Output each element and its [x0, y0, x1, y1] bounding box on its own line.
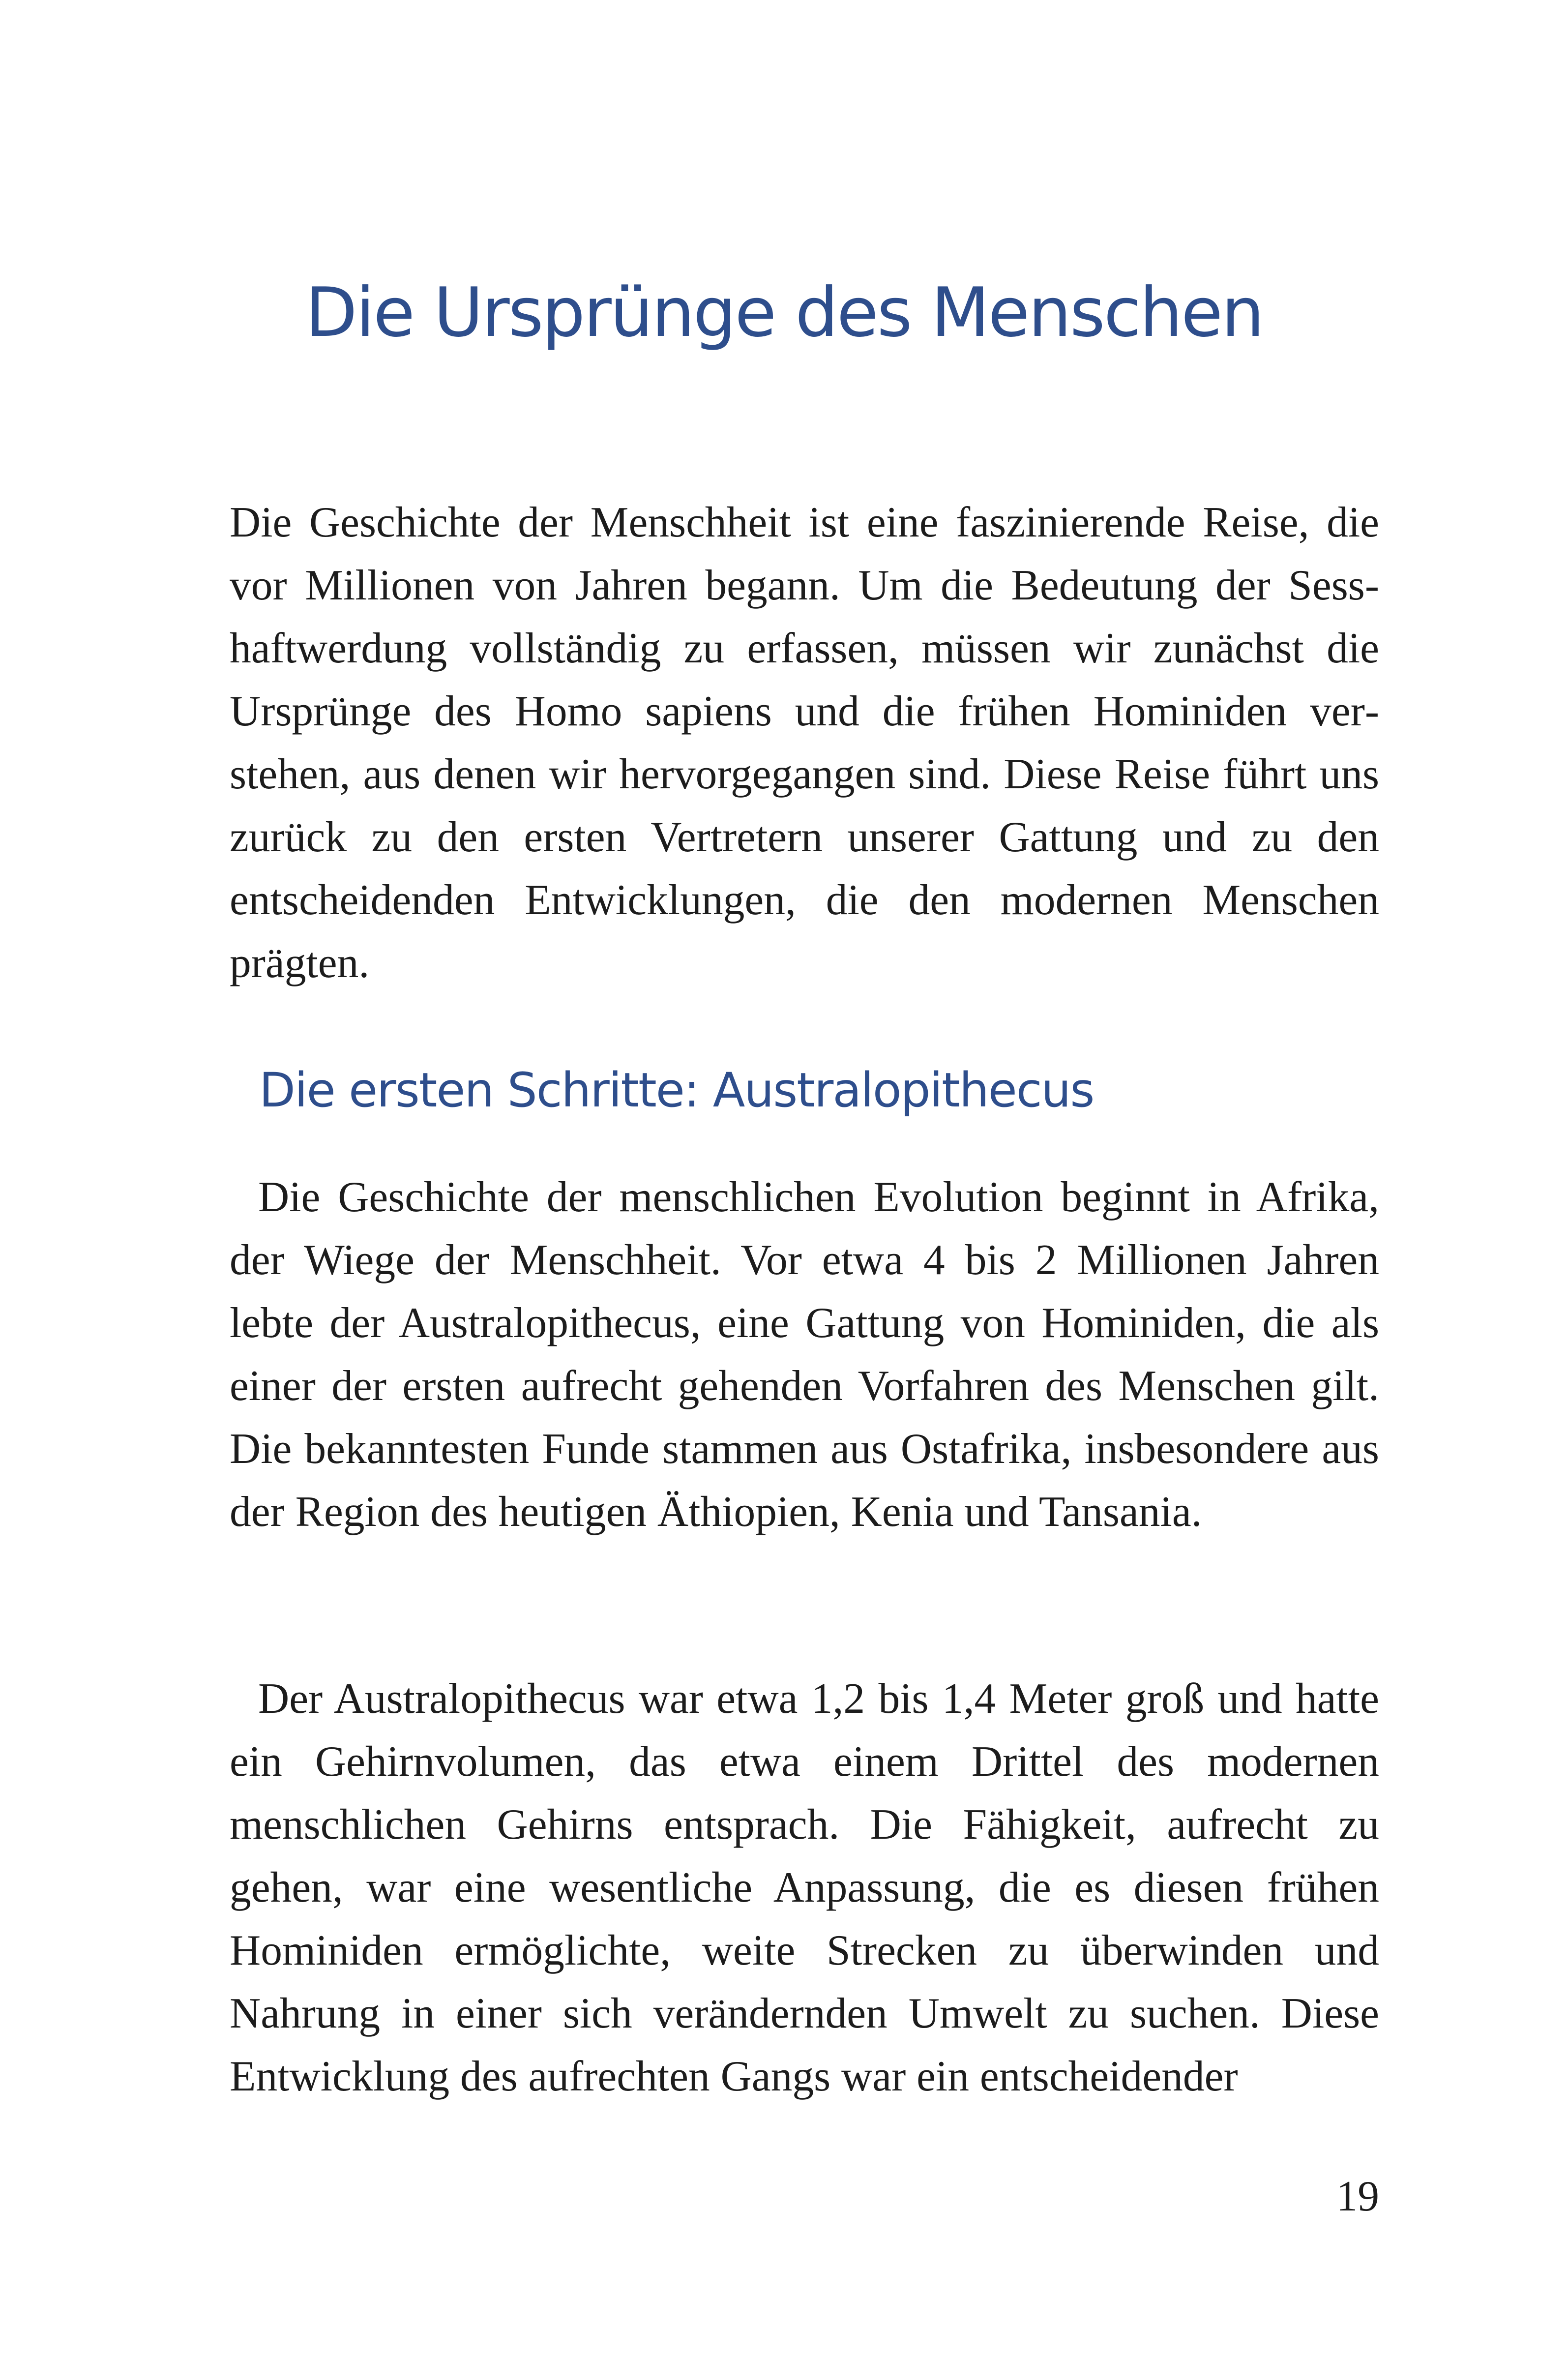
- chapter-title: Die Ursprünge des Menschen: [305, 273, 1263, 352]
- body-paragraph-africa: Die Geschichte der menschlichen Evolution beginnt in Afrika, der Wiege der Menschheit. Vor etwa 4 bis 2 Millionen Jahren lebte der Australopithecus, eine Gattung von Hominiden, die als einer der ersten aufrecht gehenden Vorfahren des Menschen gilt. Die bekanntesten Funde stammen aus Ostafrika, insbesondere aus der Region des heutigen Äthiopien, Kenia und Tansania.: [230, 1173, 1379, 1535]
- intro-paragraph: Die Geschichte der Menschheit ist eine faszinierende Reise, die vor Millionen von Jahren begann. Um die Bedeutung der Sesshaftwerdung vollständig zu erfassen, müssen wir zunächst die Ursprünge des Homo sapiens und die frühen Hominiden verstehen, aus denen wir hervorgegangen sind. Diese Reise führt uns zurück zu den ersten Vertretern unserer Gattung und zu den entscheidenden Entwicklungen, die den modernen Menschen prägten.: [230, 498, 1379, 986]
- section-heading-australopithecus: Die ersten Schritte: Australopithecus: [259, 1063, 1094, 1118]
- body-paragraph-anatomy: Der Australopithecus war etwa 1,2 bis 1,4 Meter groß und hatte ein Gehirnvolumen, das etwa einem Drittel des modernen menschlichen Gehirns entsprach. Die Fähigkeit, aufrecht zu gehen, war eine wesentliche Anpassung, die es diesen frühen Hominiden ermöglichte, weite Strecken zu überwinden und Nahrung in einer sich verändernden Umwelt zu suchen. Diese Entwicklung des aufrechten Gangs war ein entscheidender: [230, 1674, 1379, 2100]
- page-number: 19: [1336, 2172, 1379, 2220]
